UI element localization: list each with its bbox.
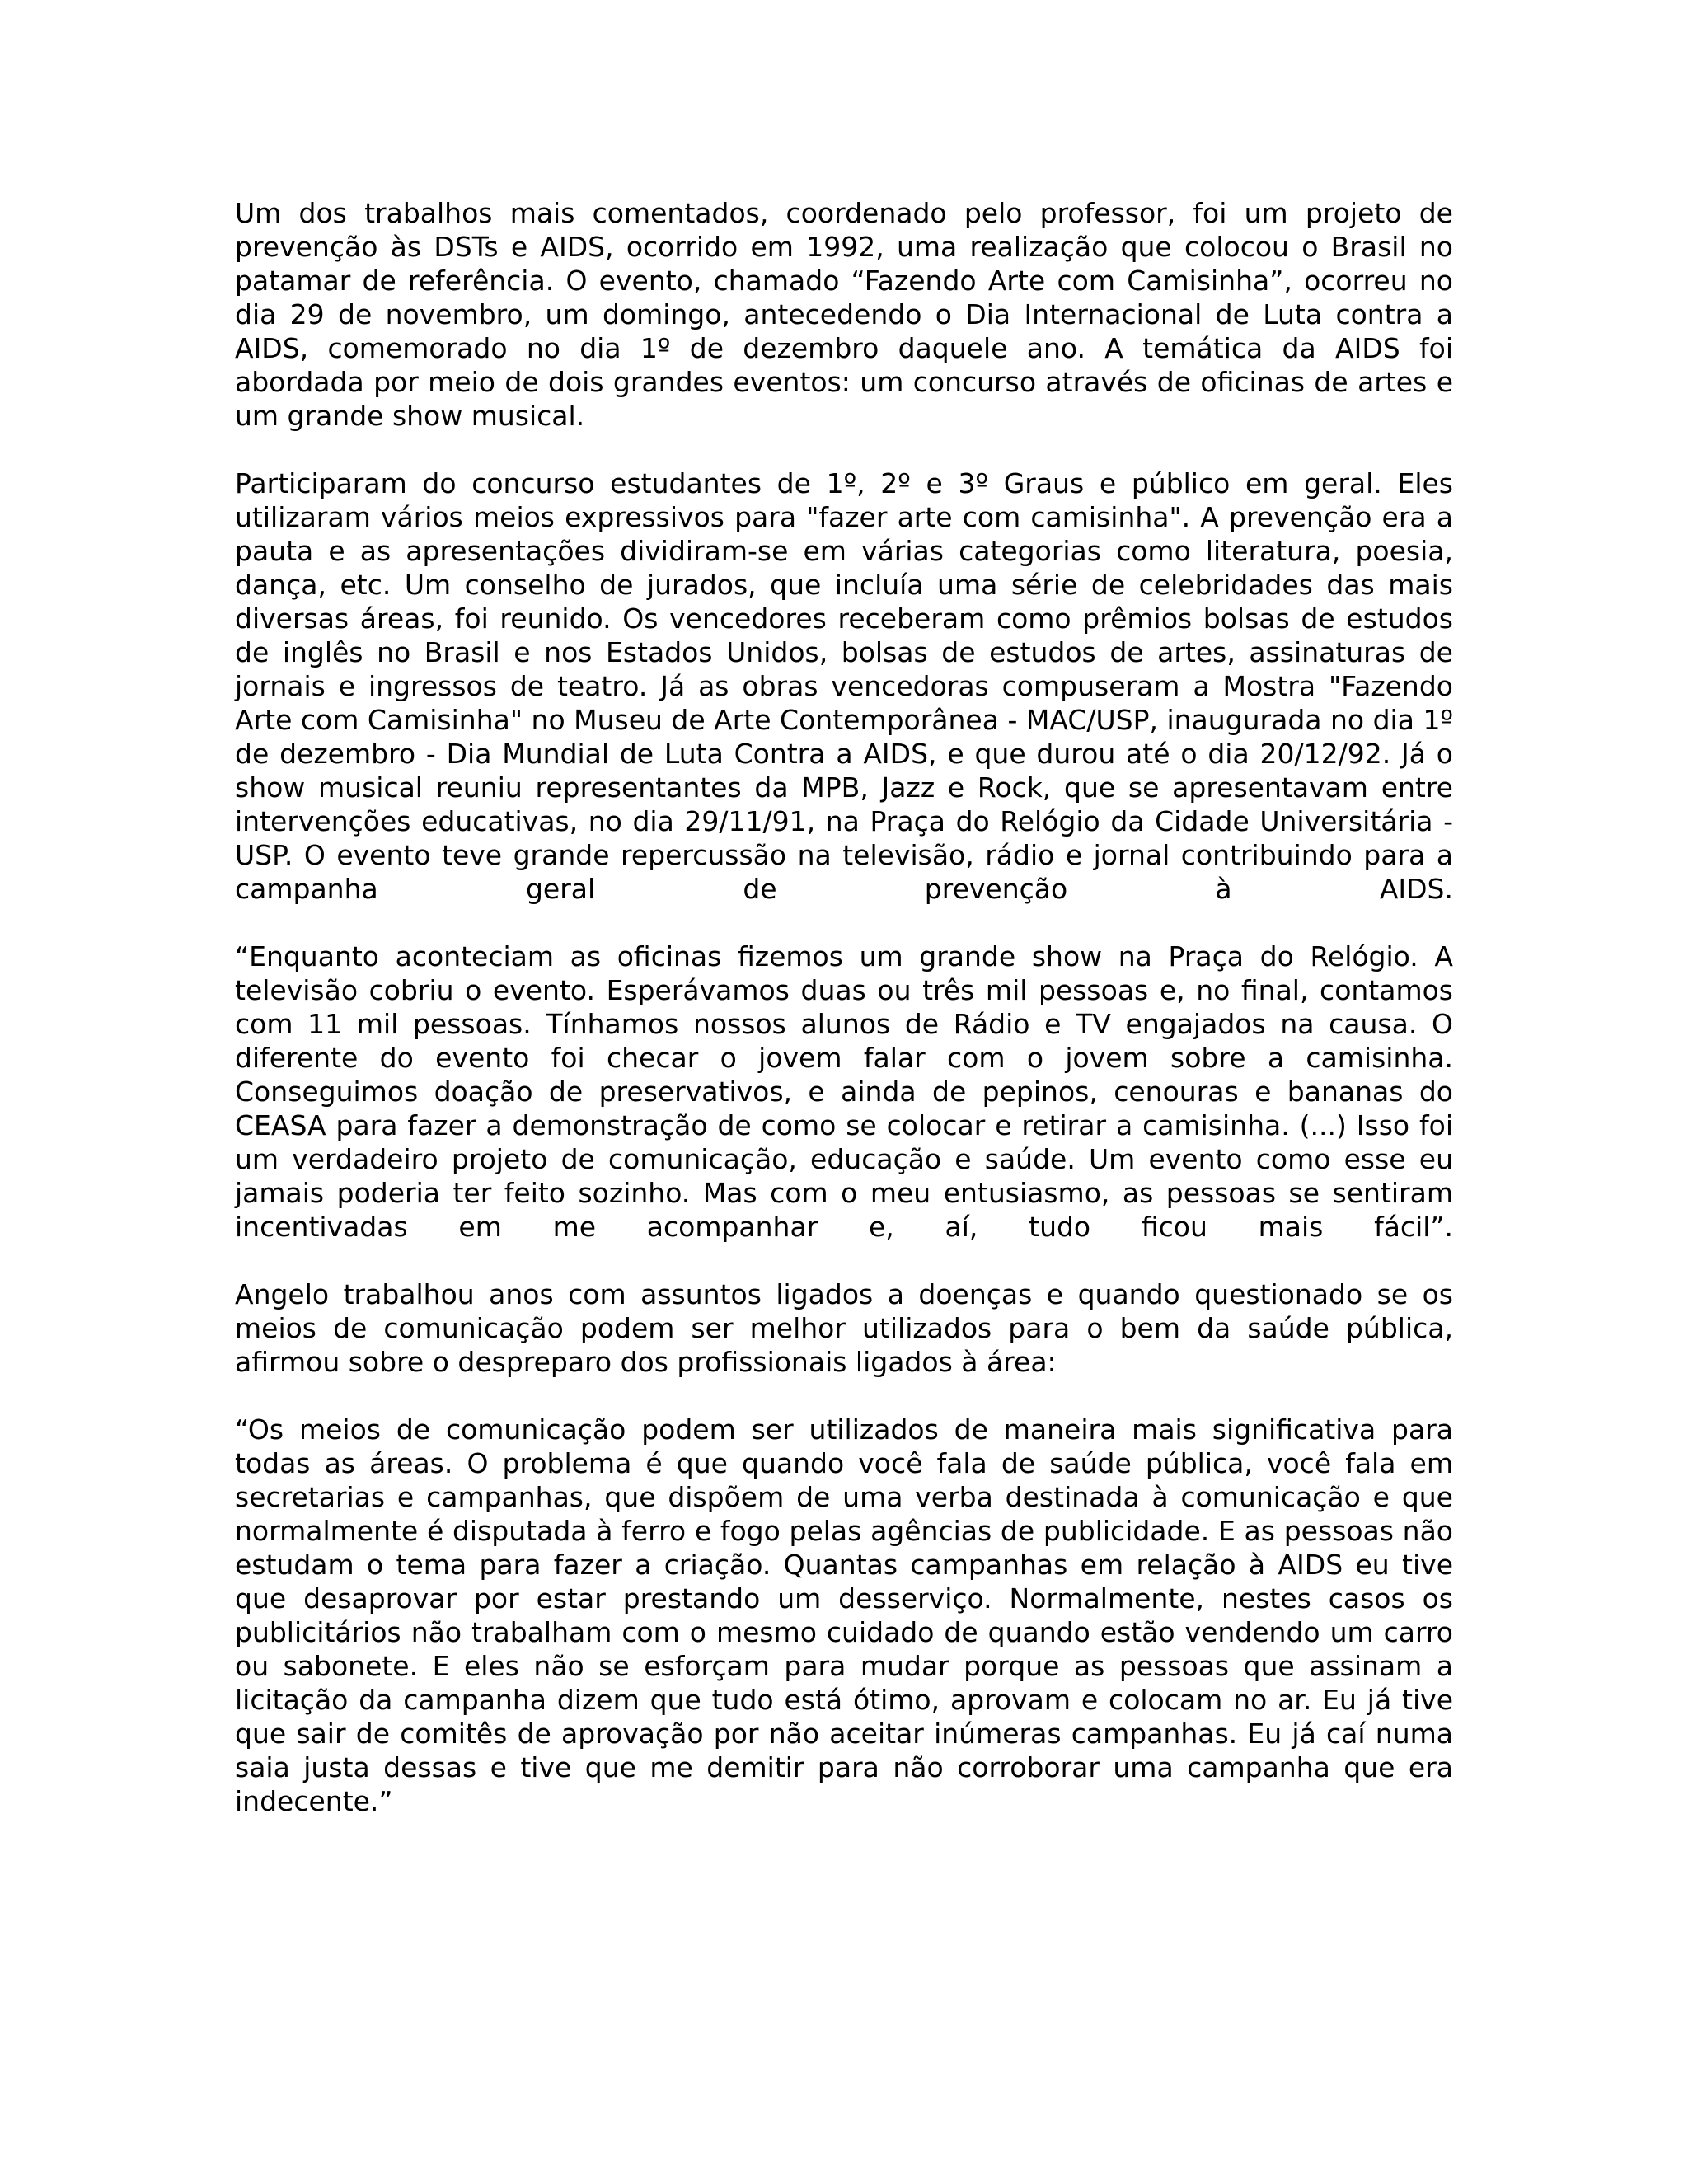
paragraph-concurso: Participaram do concurso estudantes de 1º, 2º e 3º Graus e público em geral. Eles utilizaram vários meios expressivos para "fazer arte com camisinha". A prevenção era a pauta e as apresentações dividiram-se em várias categorias como literatura, poesia, dança, etc. Um conselho de jurados, que incluía uma série de celebridades das mais diversas áreas, foi reunido. Os vencedores receberam como prêmios bolsas de estudos de inglês no Brasil e nos Estados Unidos, bolsas de estudos de artes, assinaturas de jornais e ingressos de teatro. Já as obras vencedoras compuseram a Mostra "Fazendo Arte com Camisinha" no Museu de Arte Contemporânea - MAC/USP, inaugurada no dia 1º de dezembro - Dia Mundial de Luta Contra a AIDS, e que durou até o dia 20/12/92. Já o show musical reuniu representantes da MPB, Jazz e Rock, que se apresentavam entre intervenções educativas, no dia 29/11/91, na Praça do Relógio da Cidade Universitária - USP. O evento teve grande repercussão na televisão, rádio e jornal contribuindo para a campanha geral de prevenção à AIDS.	[235, 467, 1453, 905]
paragraph-fazendo-arte-intro: Um dos trabalhos mais comentados, coordenado pelo professor, foi um projeto de prevenção às DSTs e AIDS, ocorrido em 1992, uma realização que colocou o Brasil no patamar de referência. O evento, chamado “Fazendo Arte com Camisinha”, ocorreu no dia 29 de novembro, um domingo, antecedendo o Dia Internacional de Luta contra a AIDS, comemorado no dia 1º de dezembro daquele ano. A temática da AIDS foi abordada por meio de dois grandes eventos: um concurso através de oficinas de artes e um grande show musical.	[235, 197, 1453, 432]
paragraph-comunicacao-quote: “Os meios de comunicação podem ser utilizados de maneira mais significativa para todas as áreas. O problema é que quando você fala de saúde pública, você fala em secretarias e campanhas, que dispõem de uma verba destinada à comunicação e que normalmente é disputada à ferro e fogo pelas agências de publicidade. E as pessoas não estudam o tema para fazer a criação. Quantas campanhas em relação à AIDS eu tive que desaprovar por estar prestando um desserviço. Normalmente, nestes casos os publicitários não trabalham com o mesmo cuidado de quando estão vendendo um carro ou sabonete. E eles não se esforçam para mudar porque as pessoas que assinam a licitação da campanha dizem que tudo está ótimo, aprovam e colocam no ar. Eu já tive que sair de comitês de aprovação por não aceitar inúmeras campanhas. Eu já caí numa saia justa dessas e tive que me demitir para não corroborar uma campanha que era indecente.”	[235, 1413, 1453, 1817]
paragraph-show-quote: “Enquanto aconteciam as oficinas fizemos um grande show na Praça do Relógio. A televisão cobriu o evento. Esperávamos duas ou três mil pessoas e, no final, contamos com 11 mil pessoas. Tínhamos nossos alunos de Rádio e TV engajados na causa. O diferente do evento foi checar o jovem falar com o jovem sobre a camisinha. Conseguimos doação de preservativos, e ainda de pepinos, cenouras e bananas do CEASA para fazer a demonstração de como se colocar e retirar a camisinha. (...) Isso foi um verdadeiro projeto de comunicação, educação e saúde. Um evento como esse eu jamais poderia ter feito sozinho. Mas com o meu entusiasmo, as pessoas se sentiram incentivadas em me acompanhar e, aí, tudo ficou mais fácil”.	[235, 940, 1453, 1243]
document-page	[235, 196, 1453, 1818]
paragraph-angelo: Angelo trabalhou anos com assuntos ligados a doenças e quando questionado se os meios de comunicação podem ser melhor utilizados para o bem da saúde pública, afirmou sobre o despreparo dos profissionais ligados à área:	[235, 1278, 1453, 1378]
